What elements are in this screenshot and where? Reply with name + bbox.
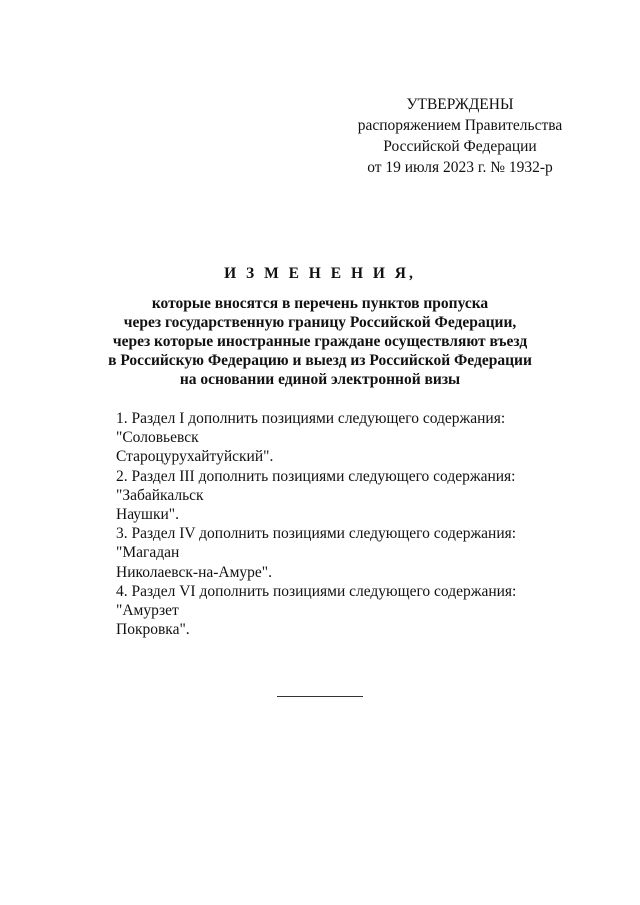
amendment-value: "Забайкальск — [116, 486, 204, 504]
approval-issuer: распоряжением Правительства — [357, 117, 563, 134]
document-heading — [40, 264, 600, 389]
amendment-item — [116, 409, 596, 467]
subtitle-line: которые вносятся в перечень пунктов пропуска — [151, 295, 489, 312]
amendment-value: Покровка". — [116, 621, 190, 639]
closing-divider — [277, 696, 363, 697]
amendment-item — [116, 467, 596, 525]
amendment-item — [116, 524, 596, 582]
approval-title: УТВЕРЖДЕНЫ — [406, 96, 514, 113]
amendment-value: "Соловьевск — [116, 429, 199, 447]
amendment-instruction: 4. Раздел VI дополнить позициями следующего содержания: — [116, 582, 517, 600]
amendment-instruction: 2. Раздел III дополнить позициями следующего содержания: — [116, 467, 516, 485]
amendment-value: Николаевск-на-Амуре". — [116, 563, 272, 581]
amendment-value: Наушки". — [116, 506, 179, 524]
amendment-value: Староцурухайтуйский". — [116, 448, 274, 466]
amendments-list — [116, 409, 596, 639]
approval-date-number: от 19 июля 2023 г. № 1932-р — [367, 159, 553, 176]
approval-block — [340, 94, 580, 178]
subtitle-line: через государственную границу Российской Федерации, — [123, 314, 517, 331]
amendment-value: "Амурзет — [116, 602, 179, 620]
amendment-value: "Магадан — [116, 544, 180, 562]
subtitle-line: через которые иностранные граждане осуществляют въезд — [112, 333, 528, 350]
subtitle-line: на основании единой электронной визы — [179, 371, 461, 388]
amendment-instruction: 1. Раздел I дополнить позициями следующего содержания: — [116, 410, 506, 427]
amendment-instruction: 3. Раздел IV дополнить позициями следующего содержания: — [116, 525, 517, 543]
amendment-item — [116, 582, 596, 640]
document-subtitle — [40, 294, 600, 389]
subtitle-line: в Российскую Федерацию и выезд из Российской Федерации — [108, 352, 532, 369]
document-title: И З М Е Н Е Н И Я, — [224, 265, 416, 282]
approval-issuer-country: Российской Федерации — [383, 138, 537, 155]
